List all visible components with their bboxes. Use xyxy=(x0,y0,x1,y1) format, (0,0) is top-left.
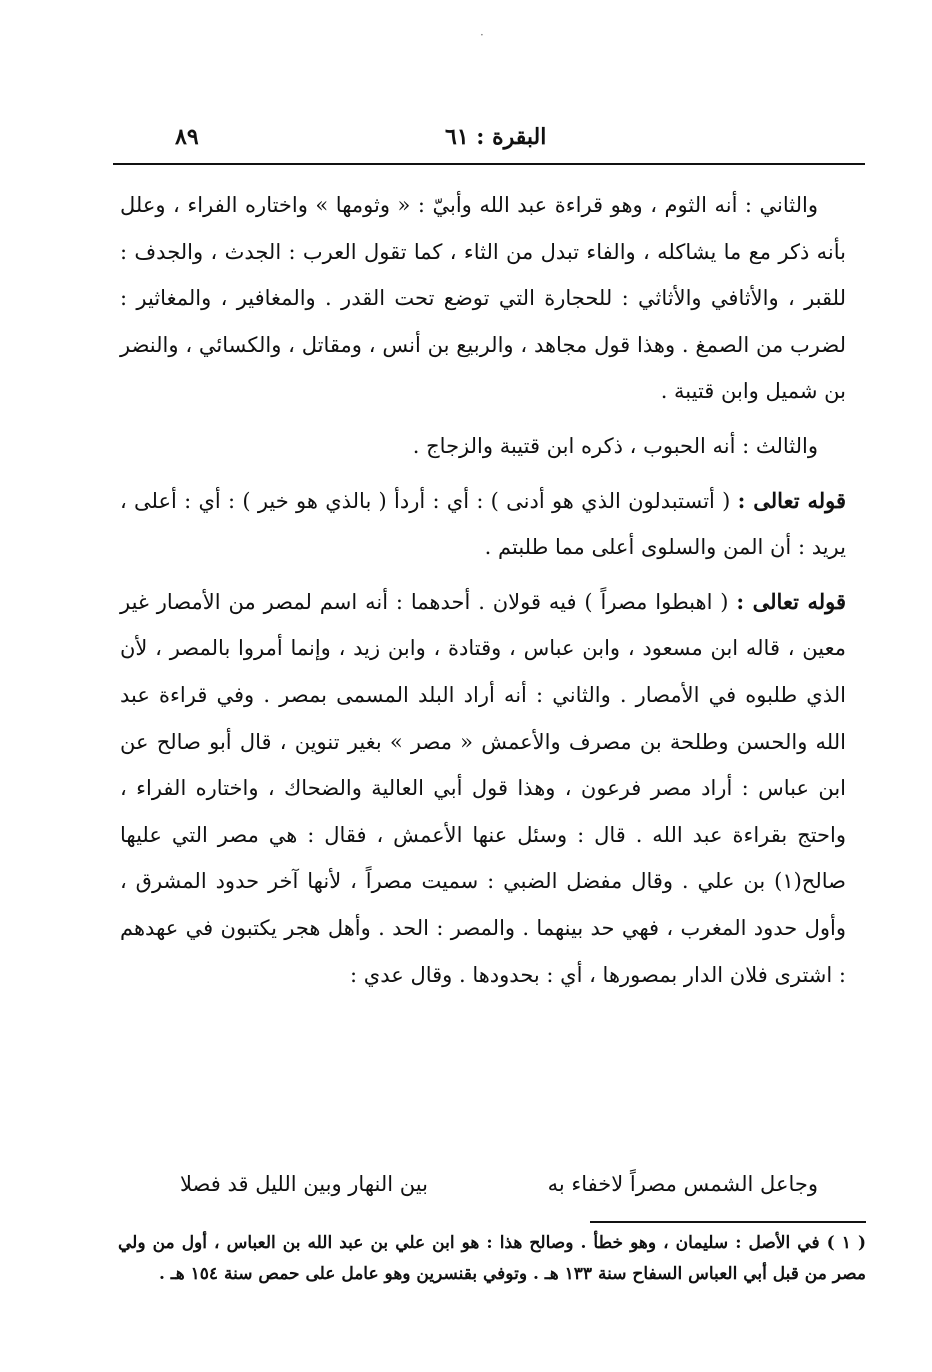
header-rule xyxy=(113,163,865,165)
verse-lead: قوله تعالى : xyxy=(736,588,846,614)
verse-lead: قوله تعالى : xyxy=(737,487,846,513)
verse-hemistich-first: وجاعل الشمس مصراً لاخفاء به xyxy=(547,1172,818,1196)
running-head: البقرة : ٦١ xyxy=(445,124,547,150)
footnote-rule xyxy=(590,1221,866,1223)
paragraph-text: ( اهبطوا مصراً ) فيه قولان . أحدهما : أنه اسم لمصر من الأمصار غير معين ، قاله ابن مسعود ، وابن عباس ، وقتادة ، وابن زيد ، وإنما أمروا بالمصر ، لأن الذي طلبوه في الأمصار . والثاني : أنه أراد البلد المسمى بمصر . وفي قراءة عبد الله والحسن وطلحة بن مصرف والأعمش « مصر » بغير تنوين ، قال أبو صالح عن ابن عباس : أراد مصر فرعون ، وهذا قول أبي العالية والضحاك ، واختاره الفراء ، واحتج بقراءة عبد الله . قال : وسئل عنها الأعمش ، فقال : هي مصر التي عليها صالح(١) بن علي . وقال مفضل الضبي : سميت مصراً ، لأنها آخر حدود المشرق ، وأول حدود المغرب ، فهي حد بينهما . والمصر : الحد . وأهل هجر يكتبون في عهدهم : اشترى فلان الدار بمصورها ، أي : بحدودها . وقال عدي : xyxy=(120,589,846,987)
body-text xyxy=(120,182,846,998)
verse-hemistich-second: بين النهار وبين الليل قد فصلا xyxy=(180,1172,428,1196)
paragraph-text: ( أتستبدلون الذي هو أدنى ) : أي : أردأ ( بالذي هو خير ) : أي : أعلى ، يريد : أن المن والسلوى أعلى مما طلبتم . xyxy=(120,488,846,560)
footnotes xyxy=(118,1228,866,1290)
scan-mark: · xyxy=(480,28,484,42)
page-header xyxy=(115,118,863,158)
paragraph-third-opinion-grains: والثالث : أنه الحبوب ، ذكره ابن قتيبة والزجاج . xyxy=(412,433,818,458)
page-number: ٨٩ xyxy=(175,124,199,150)
paragraph-verse-commentary-2 xyxy=(120,579,846,998)
paragraph-third-opinion-garlic: والثاني : أنه الثوم ، وهو قراءة عبد الله وأبيّ : « وثومها » واختاره الفراء ، وعلل بأنه ذكر مع ما يشاكله ، والفاء تبدل من الثاء ، كما تقول العرب : الجدث ، والجدف : للقبر ، والأثافي والأثاثي : للحجارة التي توضع تحت القدر . والمغافير ، والمغاثير : لضرب من الصمغ . وهذا قول مجاهد ، والربيع بن أنس ، ومقاتل ، والكسائي ، والنضر بن شميل وابن قتيبة . xyxy=(120,193,846,404)
paragraph-verse-commentary-1 xyxy=(120,478,846,571)
footnote-1: ( ١ ) في الأصل : سليمان ، وهو خطأ . وصالح هذا : هو ابن علي بن عبد الله بن العباس ، أول من ولي مصر من قبل أبي العباس السفاح سنة ١٣٣ هـ . وتوفي بقنسرين وهو عامل على حمص سنة ١٥٤ هـ . xyxy=(118,1233,866,1284)
poetry-verse xyxy=(150,1164,830,1204)
